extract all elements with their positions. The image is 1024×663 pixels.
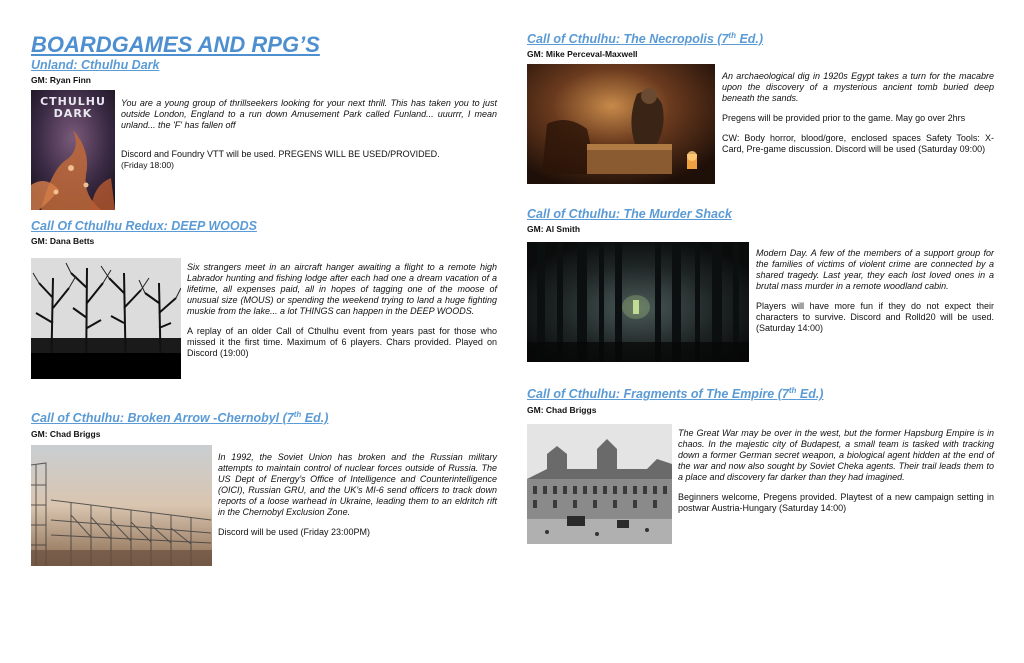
cover-title-line-1: CTHULHU <box>40 95 106 108</box>
necropolis-content-warnings: CW: Body horror, blood/gore, enclosed spaces Safety Tools: X-Card, Pre-game discussion. Discord will be used (Saturday 09:00) <box>722 133 994 154</box>
cover-title-line-2: DARK <box>53 107 93 120</box>
gm-necropolis: GM: Mike Perceval-Maxwell <box>527 49 638 59</box>
necropolis-title-sup: th <box>728 30 736 40</box>
deep-woods-image <box>31 258 181 379</box>
deep-woods-description: Six strangers meet in an aircraft hanger awaiting a flight to a remote high Labrador hunting and fishing lodge after each had one a dream vacation of a lifetime, all expenses paid, all in hopes of tagging one of the moose of unusual size (MOUS) or spending the weekend trying to land a huge fighting muskie from the lake... a lot THINGS can happen in the DEEP WOODS. <box>187 262 497 316</box>
game-description-broken-arrow <box>218 452 497 538</box>
fragments-title-sup: th <box>788 385 797 395</box>
broken-arrow-title-sup: th <box>293 409 302 419</box>
cthulhu-dark-cover-image <box>31 90 115 210</box>
necropolis-description: An archaeological dig in 1920s Egypt takes a turn for the macabre upon the discovery of a mysterious ancient tomb buried deep beneath the sands. <box>722 71 994 103</box>
broken-arrow-title-text: Call of Cthulhu: Broken Arrow -Chernobyl (7 <box>31 411 294 425</box>
murder-shack-description: Modern Day. A few of the members of a support group for the families of victims of violent crime are connected by a shared tragedy. Last year, they each lost loved ones in a brutal mass murder in a remote woodland cabin. <box>756 248 994 291</box>
necropolis-title-text: Call of Cthulhu: The Necropolis (7 <box>527 32 729 46</box>
budapest-image <box>527 424 672 544</box>
game-description-unland <box>121 98 497 171</box>
murder-shack-details: Players will have more fun if they do not expect their characters to survive. Discord and Rolld20 will be used. (Saturday 14:00) <box>756 301 994 333</box>
unland-time: (Friday 18:00) <box>121 160 174 170</box>
unland-description: You are a young group of thrillseekers looking for your next thrill. This has taken you to just outside London, England to a run down Amusement Park called Funland... uuurrr, I mean unland... the 'F' has fallen off <box>121 98 497 130</box>
gm-unland: GM: Ryan Finn <box>31 75 91 85</box>
gm-deep-woods: GM: Dana Betts <box>31 236 95 246</box>
game-title-fragments <box>527 387 823 401</box>
game-title-broken-arrow <box>31 411 328 425</box>
gm-broken-arrow: GM: Chad Briggs <box>31 429 101 439</box>
broken-arrow-title-end: Ed.) <box>301 411 329 425</box>
broken-arrow-details: Discord will be used (Friday 23:00PM) <box>218 527 371 537</box>
page-title: BOARDGAMES AND RPG’S <box>31 32 320 57</box>
game-description-necropolis <box>722 71 994 155</box>
fragments-title-end: Ed.) <box>796 387 824 401</box>
game-title-necropolis <box>527 32 763 46</box>
game-title-murder-shack: Call of Cthulhu: The Murder Shack <box>527 207 732 221</box>
game-description-deep-woods <box>187 262 497 359</box>
necropolis-title-end: Ed.) <box>735 32 764 46</box>
fragments-description: The Great War may be over in the west, but the former Hapsburg Empire is in chaos. In the majestic city of Budapest, a small team is tasked with tracking down a former German secret weapon, a biological agent hidden at the end of the war and now also sought by Soviet Cheka agents. Their trail leads them to a place and discovery far darker than they had imagined. <box>678 428 994 482</box>
broken-arrow-description: In 1992, the Soviet Union has broken and the Russian military attempts to maintain control of nuclear forces outside of Russia. The US Dept of Energy’s Office of Intelligence and Counterintelligence (OICI), Russian GRU, and the UK’s MI-6 send officers to track down reports of a loose warhead in Ukraine, leading them to an eldritch rift in the Chernobyl Exclusion Zone. <box>218 452 497 517</box>
fragments-title-text: Call of Cthulhu: Fragments of The Empire (7 <box>527 387 789 401</box>
game-description-murder-shack <box>756 248 994 334</box>
chernobyl-image <box>31 445 212 566</box>
game-title-deep-woods: Call Of Cthulhu Redux: DEEP WOODS <box>31 219 257 233</box>
murder-shack-image <box>527 242 749 362</box>
deep-woods-details: A replay of an older Call of Cthulhu event from years past for those who missed it the first time. Maximum of 6 players. Chars provided. Played on Discord (19:00) <box>187 326 497 358</box>
game-title-unland: Unland: Cthulhu Dark <box>31 58 160 72</box>
gm-fragments: GM: Chad Briggs <box>527 405 597 415</box>
unland-details: Discord and Foundry VTT will be used. PREGENS WILL BE USED/PROVIDED. <box>121 149 440 159</box>
fragments-details: Beginners welcome, Pregens provided. Playtest of a new campaign setting in postwar Austria-Hungary (Saturday 14:00) <box>678 492 994 513</box>
necropolis-image <box>527 64 715 184</box>
necropolis-details: Pregens will be provided prior to the game. May go over 2hrs <box>722 113 966 123</box>
game-description-fragments <box>678 428 994 514</box>
gm-murder-shack: GM: Al Smith <box>527 224 581 234</box>
